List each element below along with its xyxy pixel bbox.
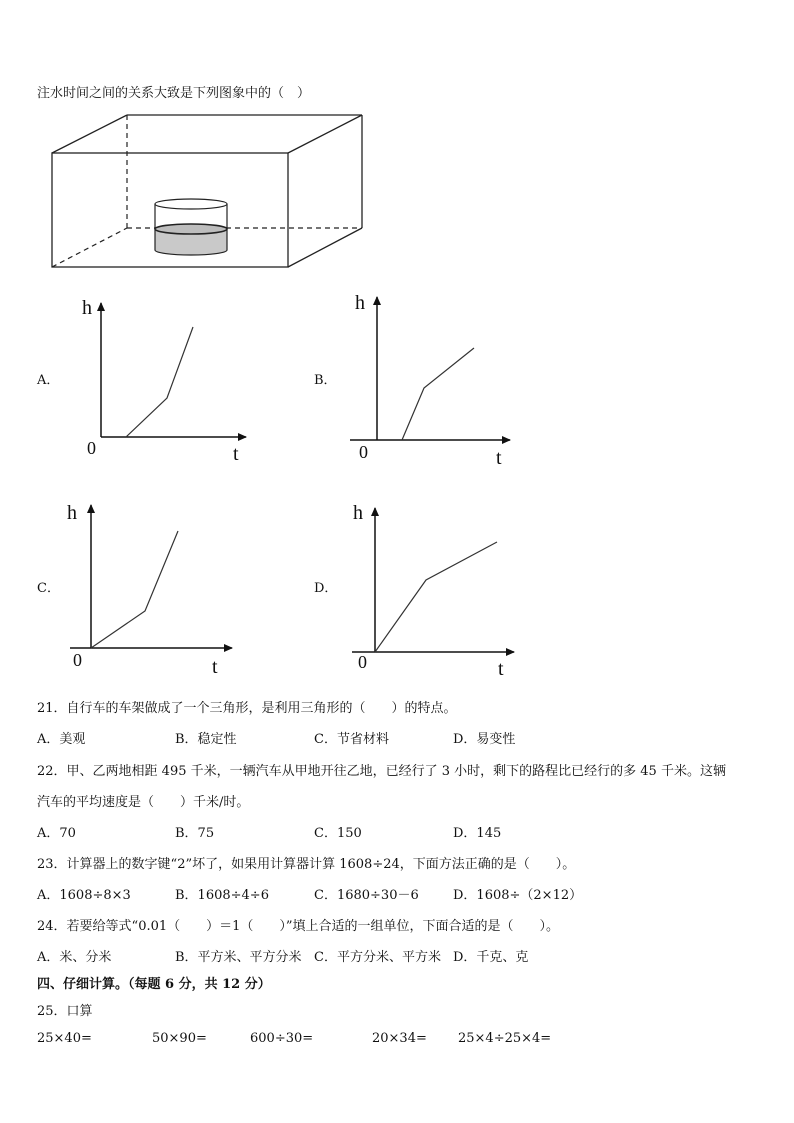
graph-b-y-label: h	[355, 292, 365, 314]
q25-item-5: 25×4÷25×4=	[458, 1031, 552, 1046]
q22-stem-line2: 汽车的平均速度是（ ）千米/时。	[37, 795, 250, 810]
q24-option-a: A．米、分米	[37, 950, 112, 965]
q22-option-a: A．70	[37, 826, 76, 841]
graph-option-b-label: B．	[314, 373, 337, 388]
graph-a-origin: 0	[87, 438, 96, 458]
q22-option-c: C．150	[314, 826, 362, 841]
q22-stem-line1: 22．甲、乙两地相距 495 千米，一辆汽车从甲地开往乙地，已经行了 3 小时，剩下的路程比已经行的多 45 千米。这辆	[37, 764, 726, 779]
graph-d-origin: 0	[358, 652, 367, 672]
q24-option-d: D．千克、克	[453, 950, 529, 965]
graph-c-origin: 0	[73, 650, 82, 670]
graph-c-y-label: h	[67, 502, 77, 524]
graph-d-y-label: h	[353, 502, 363, 524]
graph-a-x-label: t	[233, 443, 239, 465]
q23-option-b: B．1608÷4÷6	[175, 888, 269, 903]
q24-option-b: B．平方米、平方分米	[175, 950, 302, 965]
q25-item-2: 50×90=	[152, 1031, 207, 1046]
q22-option-d: D．145	[453, 826, 502, 841]
q20-stem: 注水时间之间的关系大致是下列图象中的（ ）	[37, 86, 311, 101]
q23-option-a: A．1608÷8×3	[37, 888, 131, 903]
q25-stem: 25．口算	[37, 1004, 93, 1019]
graph-option-d-label: D．	[314, 581, 338, 596]
q21-option-c: C．节省材料	[314, 732, 389, 747]
graph-d-x-label: t	[498, 658, 504, 680]
graph-a-y-label: h	[82, 297, 92, 319]
q21-stem: 21．自行车的车架做成了一个三角形，是利用三角形的（ ）的特点。	[37, 701, 457, 716]
q23-stem: 23．计算器上的数字键“2”坏了，如果用计算器计算 1608÷24，下面方法正确的是（ ）。	[37, 857, 576, 872]
section-four-heading: 四、仔细计算。（每题 6 分，共 12 分）	[37, 977, 271, 992]
graph-option-c-label: C．	[37, 581, 60, 596]
graph-option-a-label: A．	[37, 373, 60, 388]
q25-item-1: 25×40=	[37, 1031, 92, 1046]
q21-option-a: A．美观	[37, 732, 86, 747]
graph-c-x-label: t	[212, 656, 218, 678]
graph-b-x-label: t	[496, 447, 502, 469]
q24-stem: 24．若要给等式“0.01（ ）＝1（ ）”填上合适的一组单位，下面合适的是（ ）。	[37, 919, 560, 934]
q22-option-b: B．75	[175, 826, 215, 841]
q23-option-d: D．1608÷（2×12）	[453, 888, 583, 903]
q25-item-4: 20×34=	[372, 1031, 427, 1046]
q21-option-d: D．易变性	[453, 732, 516, 747]
q23-option-c: C．1680÷30－6	[314, 888, 419, 903]
q25-item-3: 600÷30=	[250, 1031, 314, 1046]
graph-b-origin: 0	[359, 442, 368, 462]
q21-option-b: B．稳定性	[175, 732, 237, 747]
q24-option-c: C．平方分米、平方米	[314, 950, 441, 965]
